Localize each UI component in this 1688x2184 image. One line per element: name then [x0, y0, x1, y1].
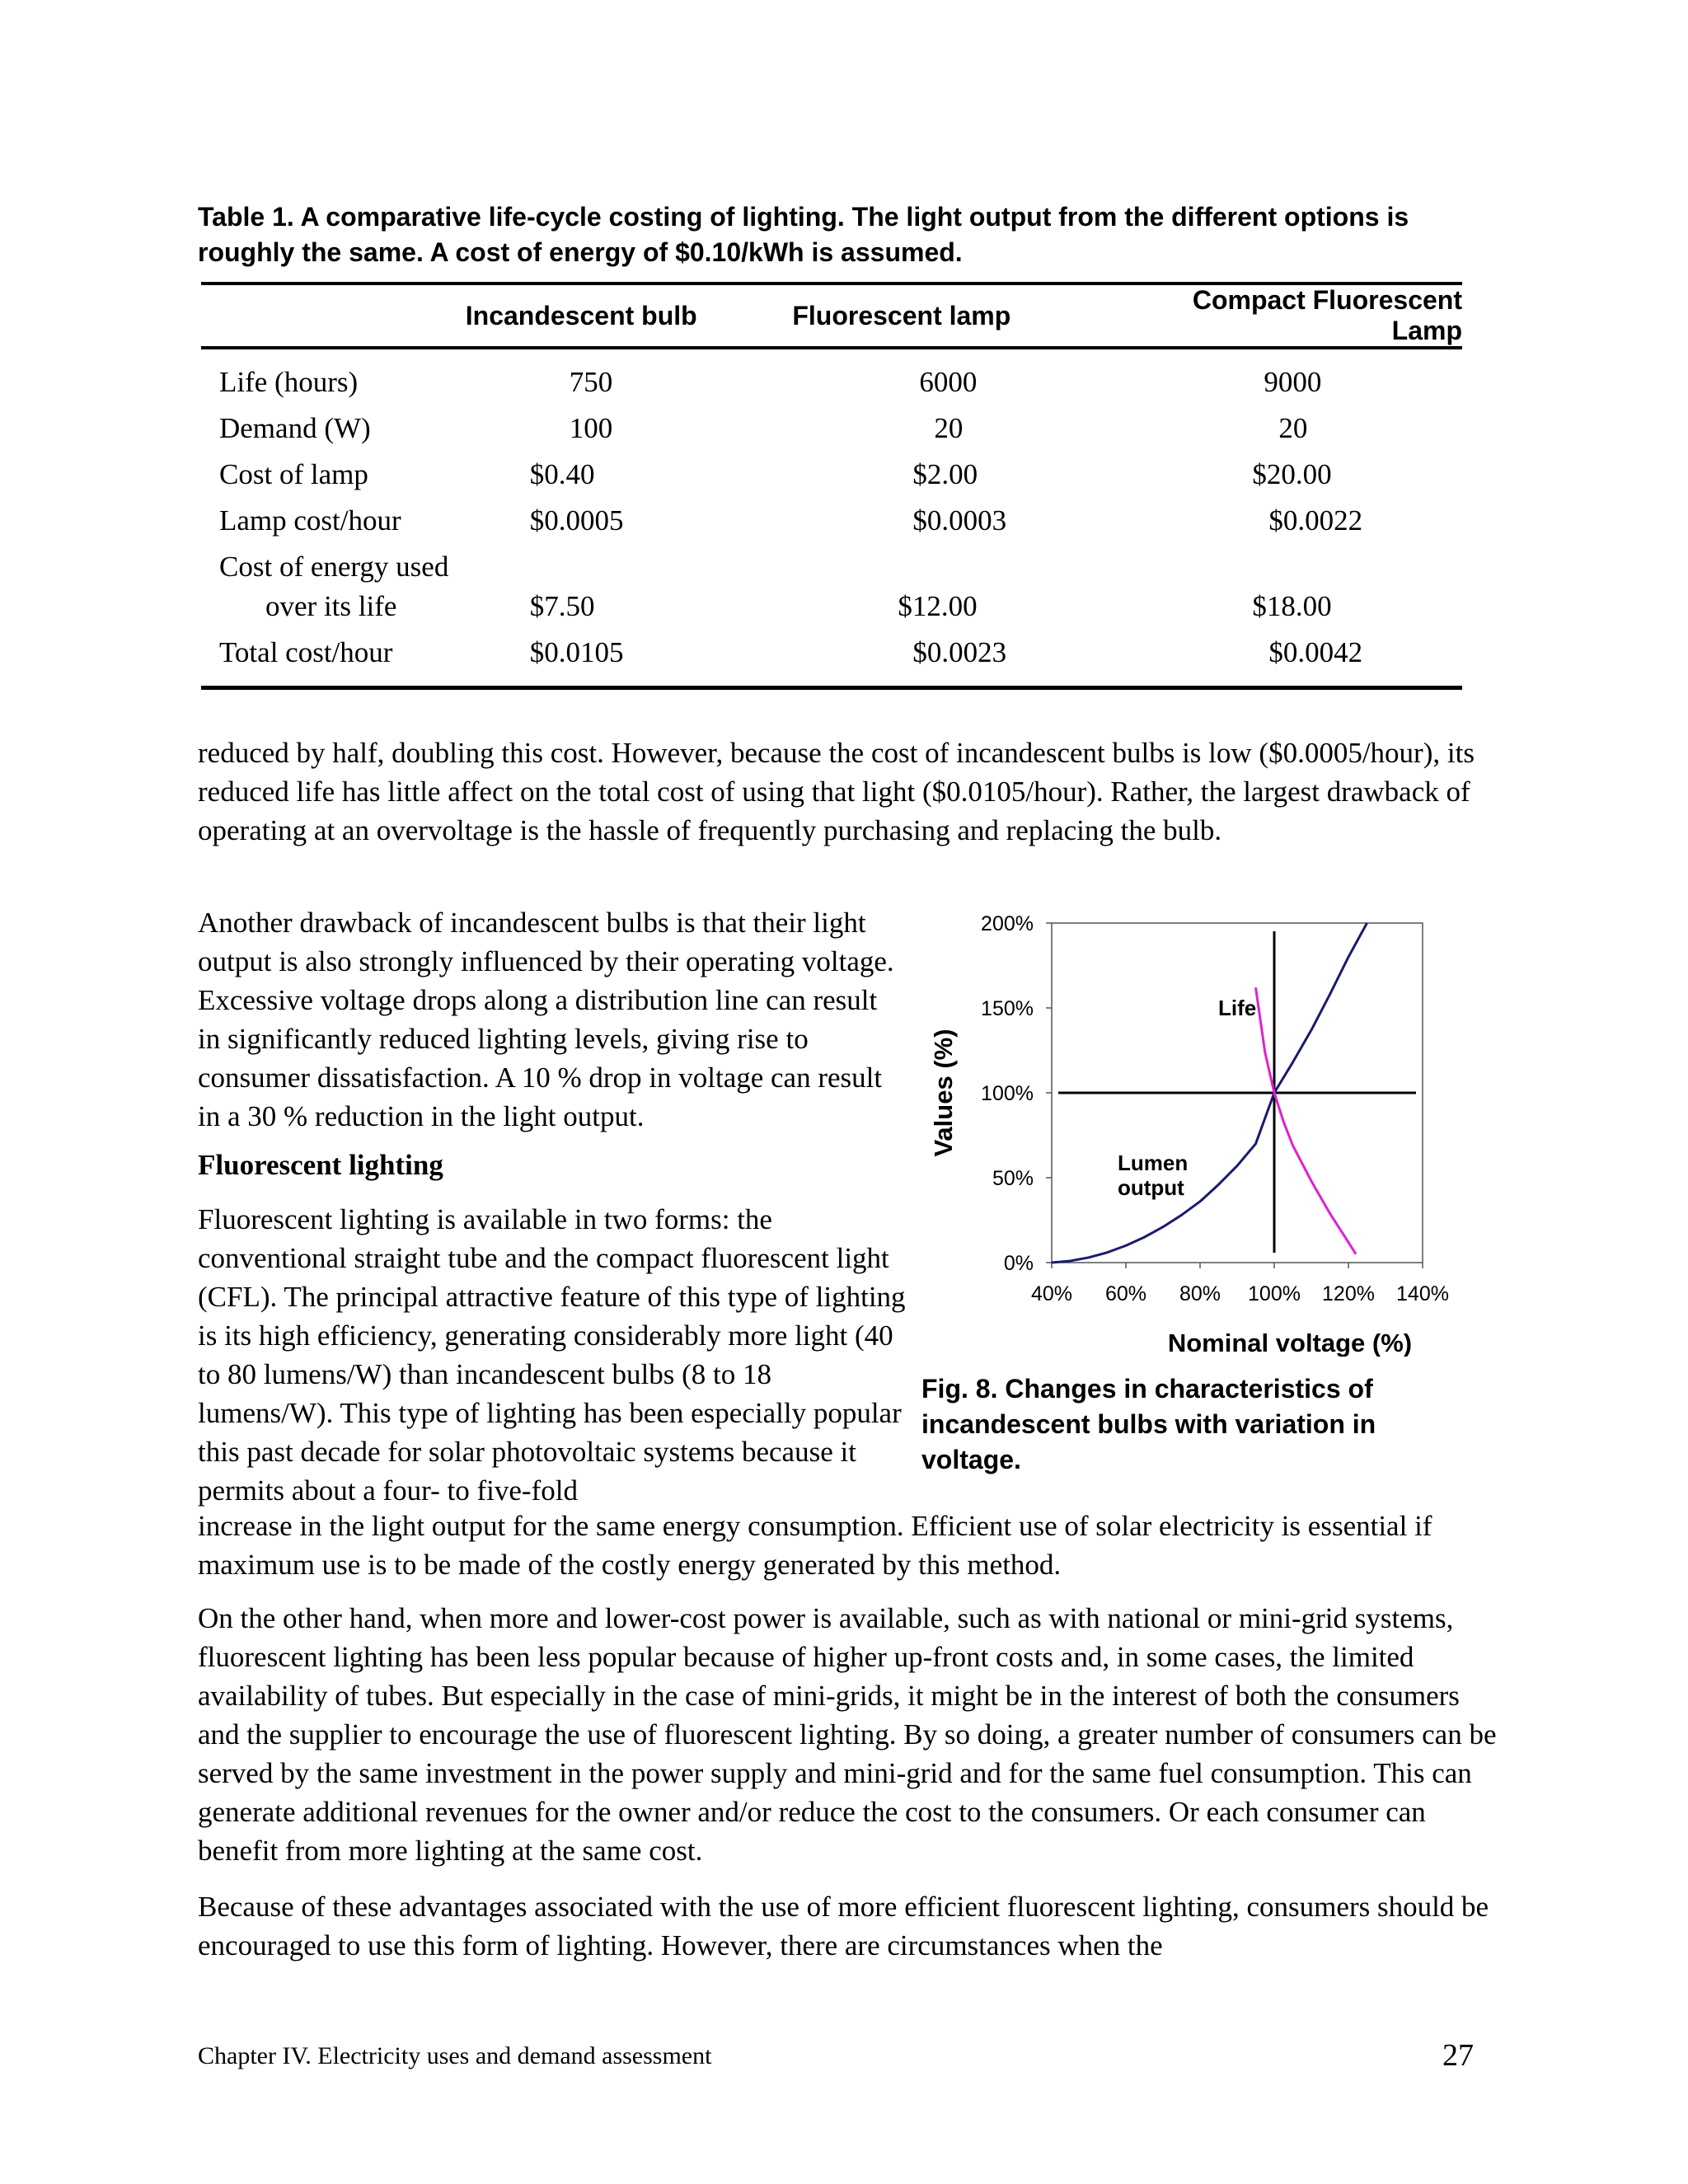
- cell-cfl: $0.0022: [1268, 504, 1363, 537]
- cell-cfl: $20.00: [1252, 458, 1332, 490]
- series-label-lumen-line2: output: [1118, 1175, 1184, 1200]
- table-header-blank: [201, 284, 462, 348]
- paragraph-voltage-drop: [198, 903, 907, 1136]
- cell-incandescent: $0.40: [529, 458, 595, 490]
- y-tick-label: 0%: [1003, 1252, 1034, 1275]
- table-header-cfl: Compact Fluorescent Lamp: [1192, 285, 1462, 345]
- cell-incandescent: $7.50: [529, 590, 595, 622]
- table-header-fluorescent: Fluorescent lamp: [792, 300, 1011, 330]
- cell-incandescent: 100: [569, 412, 613, 444]
- y-axis-title: Values (%): [929, 1029, 958, 1157]
- paragraph-text: increase in the light output for the same energy consumption. Efficient use of solar electricity is essential if maximum use is to be made of the costly energy generated by this method.: [198, 1510, 1432, 1581]
- cell-cfl: $0.0042: [1268, 636, 1363, 668]
- paragraph-text: Another drawback of incandescent bulbs is that their light output is also strongly influenced by their operating voltage. Excessive voltage drops along a distribution line can result in significantly reduced lighting levels, giving rise to consumer dissatisfaction. A 10 % drop in voltage can result in a 30 % reduction in the light output.: [198, 907, 894, 1132]
- series-label-life: Life: [1218, 996, 1257, 1020]
- y-tick-label: 200%: [981, 912, 1034, 935]
- voltage-characteristics-chart: [915, 895, 1484, 1357]
- row-label: Lamp cost/hour: [219, 504, 401, 537]
- cell-fluorescent: 20: [934, 412, 964, 444]
- section-heading-fluorescent: Fluorescent lighting: [198, 1149, 443, 1181]
- paragraph-text: Because of these advantages associated with the use of more efficient fluorescent lighting, consumers should be encouraged to use this form of lighting. However, there are circumstances when the: [198, 1891, 1489, 1961]
- row-label: Cost of lamp: [219, 458, 368, 490]
- x-axis-title: Nominal voltage (%): [1167, 1329, 1413, 1357]
- lighting-cost-table: [201, 282, 1462, 690]
- paragraph-text: reduced by half, doubling this cost. However, because the cost of incandescent bulbs is low ($0.0005/hour), its reduced life has little affect on the total cost of using that light ($0.0105/hour). Rather, the largest drawback of operating at an overvoltage is the hassle of frequently purchasing and replacing the bulb.: [198, 737, 1475, 846]
- row-label: Demand (W): [219, 412, 371, 444]
- paragraph-fluorescent-forms: [198, 1200, 907, 1510]
- table-row: [201, 405, 1462, 452]
- y-tick-label: 150%: [981, 997, 1034, 1020]
- table-header-row: [201, 284, 1462, 348]
- row-label-line2: over its life: [265, 590, 397, 622]
- x-tick-label: 60%: [1104, 1282, 1147, 1305]
- table-row: [201, 544, 1462, 630]
- paragraph-fluorescent-forms-continued: [198, 1507, 1500, 1584]
- table-row: [201, 452, 1462, 498]
- footer-chapter: Chapter IV. Electricity uses and demand assessment: [198, 2042, 712, 2069]
- paragraph-text: Fluorescent lighting is available in two forms: the conventional straight tube and the compact fluorescent light (CFL). The principal attractive feature of this type of lighting is its high efficiency, generating considerably more light (40 to 80 lumens/W) than incandescent bulbs (8 to 18 lumens/W). This type of lighting has been especially popular this past decade for solar photovoltaic systems because it permits about a four- to five-fold: [198, 1203, 906, 1507]
- x-tick-label: 100%: [1248, 1282, 1301, 1305]
- paragraph-text: On the other hand, when more and lower-cost power is available, such as with national or mini-grid systems, fluorescent lighting has been less popular because of higher up-front costs and, in some cases, the limited availability of tubes. But especially in the case of mini-grids, it might be in the interest of both the consumers and the supplier to encourage the use of fluorescent lighting. By so doing, a greater number of consumers can be served by the same investment in the power supply and mini-grid and for the same fuel consumption. This can generate additional revenues for the owner and/or reduce the cost to the consumers. Or each consumer can benefit from more lighting at the same cost.: [198, 1602, 1497, 1867]
- table-row: [201, 630, 1462, 688]
- y-tick-label: 100%: [981, 1082, 1034, 1105]
- paragraph-mini-grid: [198, 1599, 1500, 1870]
- cell-cfl: 20: [1278, 412, 1308, 444]
- cell-fluorescent: 6000: [919, 366, 978, 398]
- table-header-incandescent: Incandescent bulb: [465, 300, 697, 330]
- row-label: Total cost/hour: [219, 636, 393, 668]
- x-tick-label: 40%: [1030, 1282, 1073, 1305]
- cell-cfl: $18.00: [1252, 590, 1332, 622]
- x-tick-label: 80%: [1179, 1282, 1221, 1305]
- cell-fluorescent: $2.00: [912, 458, 978, 490]
- paragraph-overvoltage: [198, 733, 1500, 850]
- x-tick-label: 140%: [1396, 1282, 1449, 1305]
- cell-incandescent: $0.0105: [529, 636, 624, 668]
- cell-incandescent: $0.0005: [529, 504, 624, 537]
- cell-fluorescent: $12.00: [898, 590, 978, 622]
- cost-table-wrapper: [201, 282, 1462, 690]
- cell-fluorescent: $0.0003: [912, 504, 1007, 537]
- x-tick-label: 120%: [1322, 1282, 1375, 1305]
- cell-cfl: 9000: [1264, 366, 1322, 398]
- row-label: Life (hours): [219, 366, 359, 398]
- table-row: [201, 348, 1462, 405]
- cell-incandescent: 750: [569, 366, 613, 398]
- series-label-lumen-line1: Lumen: [1118, 1151, 1189, 1175]
- row-label-line1: Cost of energy used: [219, 551, 449, 583]
- series-line-life: [1256, 987, 1357, 1254]
- table-row: [201, 498, 1462, 544]
- page-number: 27: [1442, 2038, 1474, 2073]
- table-caption: Table 1. A comparative life-cycle costing of lighting. The light output from the different options is roughly the same. A cost of energy of $0.10/kWh is assumed.: [198, 202, 1409, 267]
- figure-caption: Fig. 8. Changes in characteristics of incandescent bulbs with variation in voltage.: [921, 1374, 1376, 1474]
- y-tick-label: 50%: [992, 1167, 1034, 1190]
- cell-fluorescent: $0.0023: [912, 636, 1007, 668]
- row-label: [201, 544, 462, 630]
- paragraph-advantages: [198, 1887, 1500, 1965]
